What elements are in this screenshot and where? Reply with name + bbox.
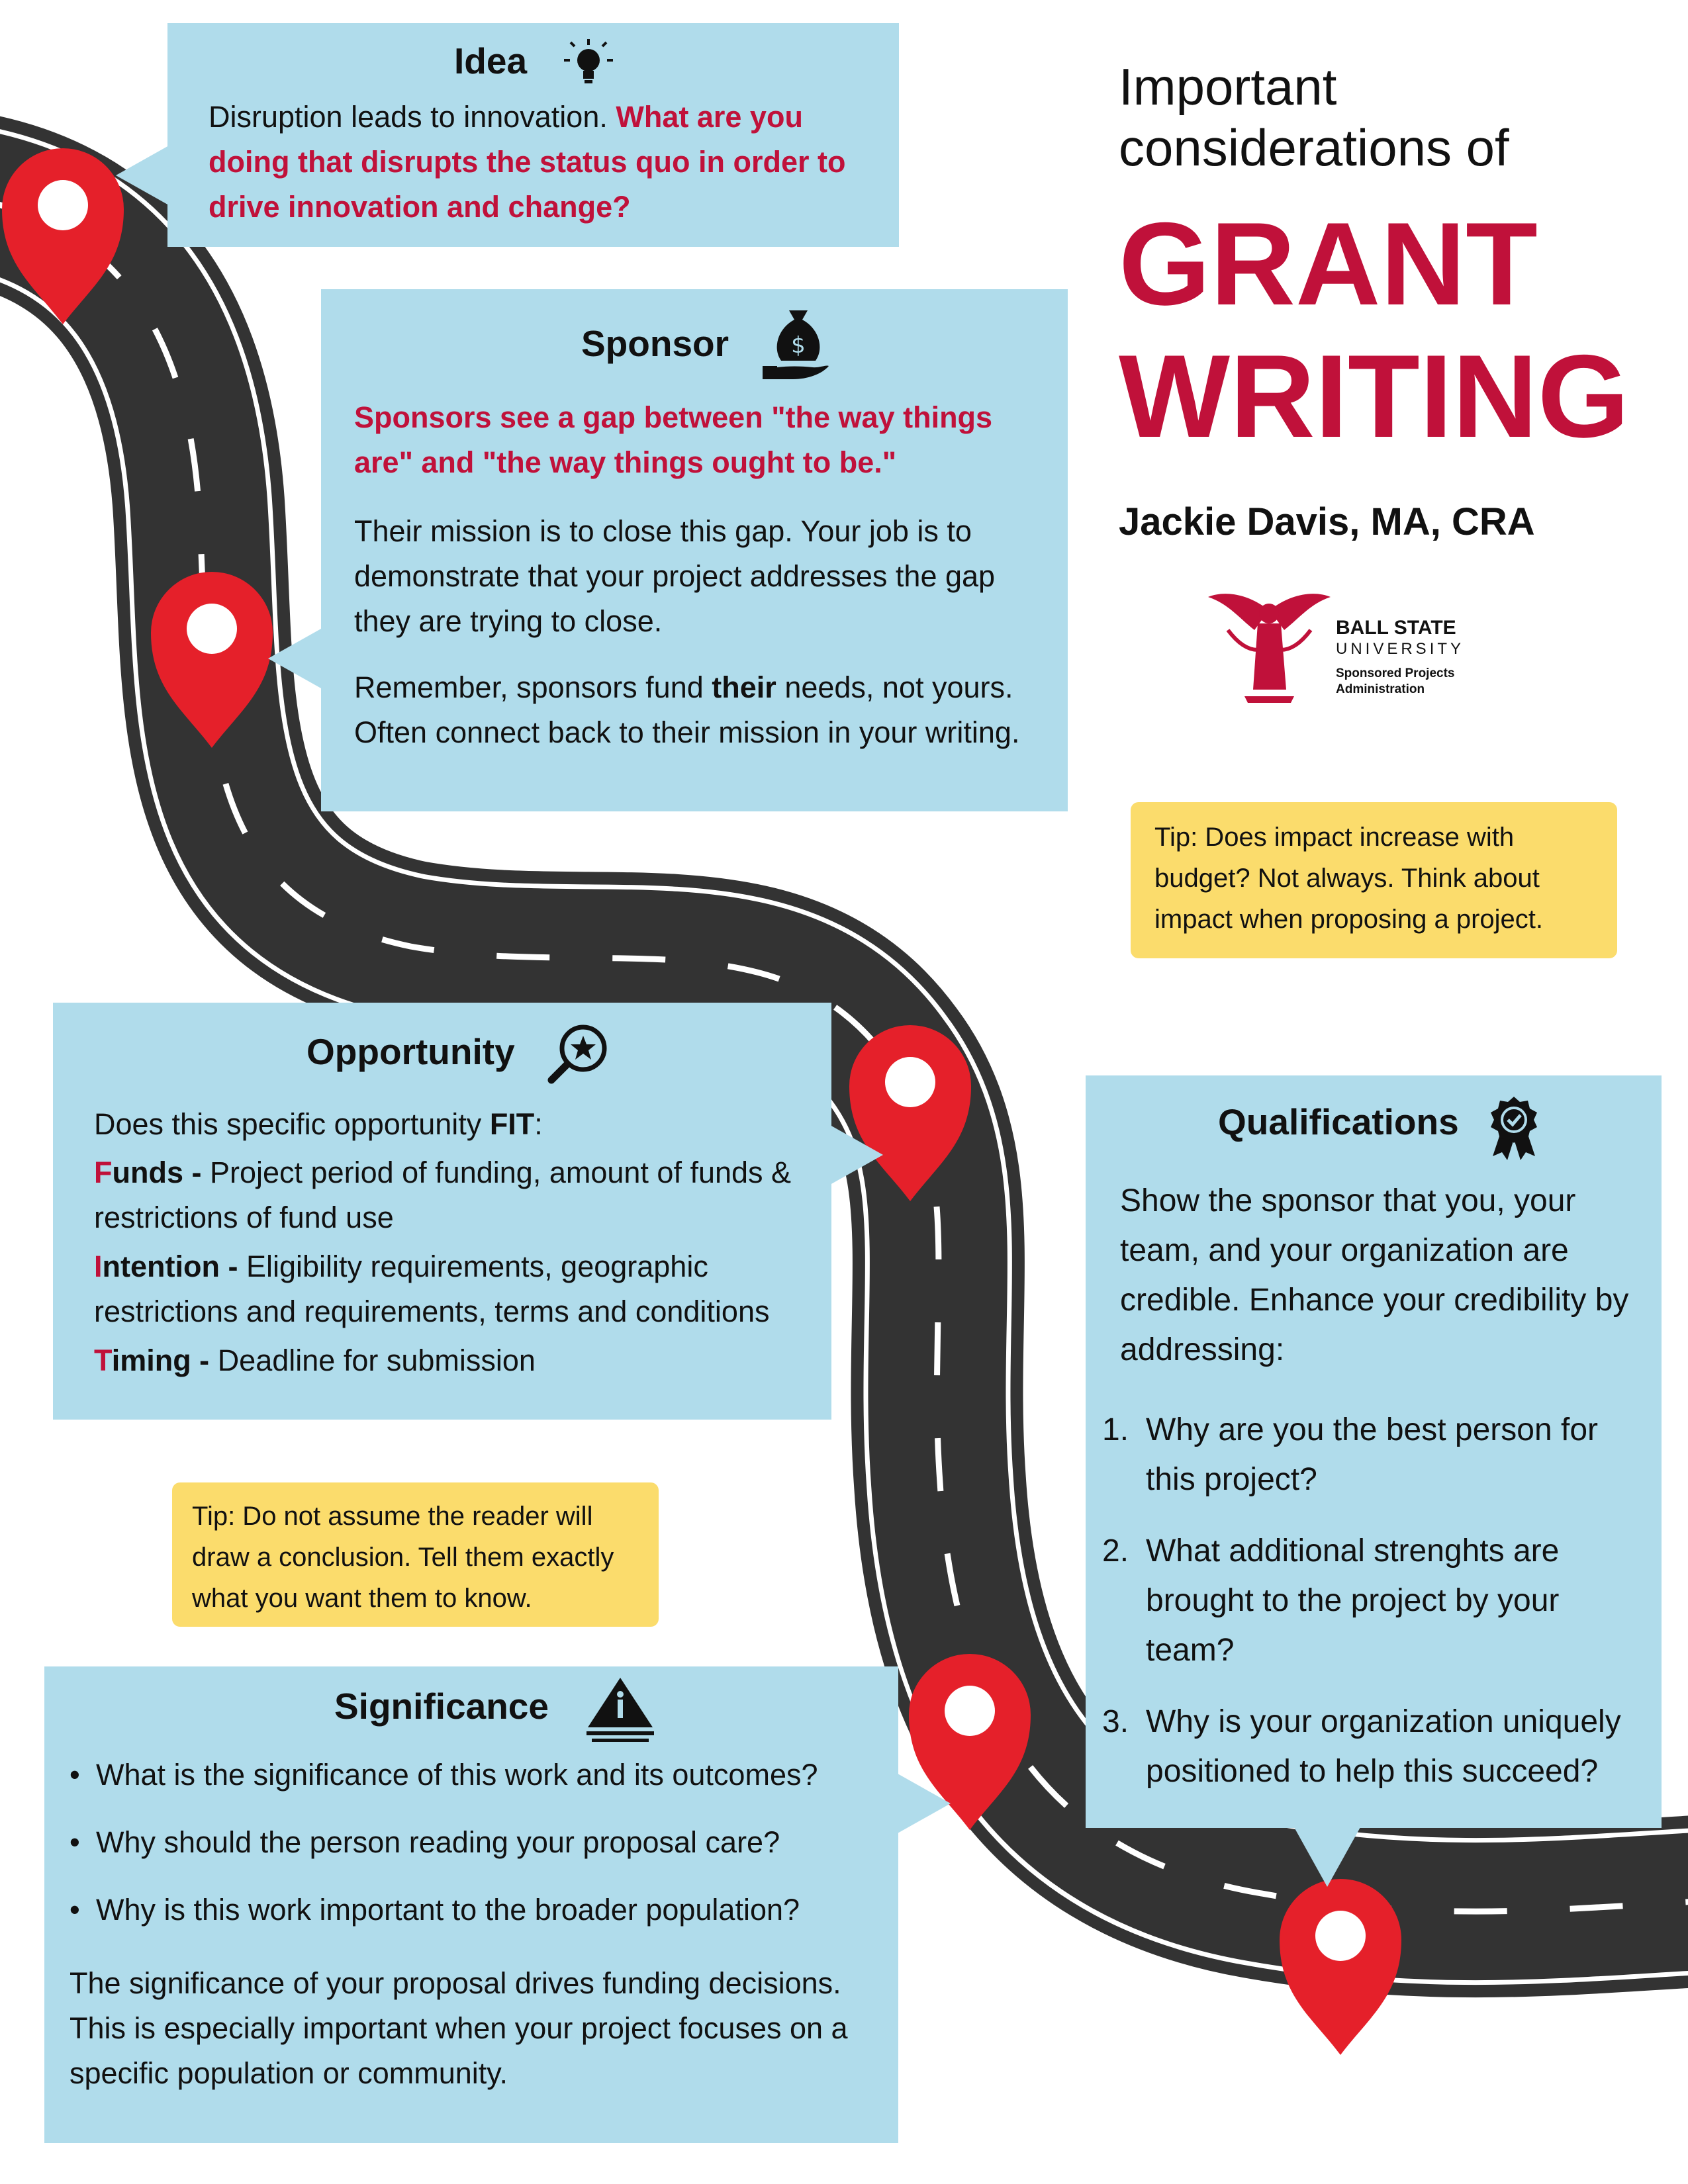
money-bag-hand-icon [761, 302, 831, 382]
idea-text [209, 95, 890, 230]
tip-conclusion-text: Tip: Do not assume the reader will draw a conclusion. Tell them exactly what you want them to know. [192, 1502, 614, 1613]
sponsor-pointer [268, 629, 321, 688]
opportunity-item-timing: Timing - Deadline for submission [94, 1343, 536, 1377]
header [1119, 56, 1662, 549]
tip-impact-text: Tip: Does impact increase with budget? Not always. Think about impact when proposing a project. [1154, 823, 1543, 934]
fit-keyword: FIT [489, 1107, 535, 1141]
award-badge-icon [1486, 1095, 1542, 1161]
significance-bullet: • Why is this work important to the broader population? [70, 1888, 877, 1933]
tip-impact [1131, 802, 1617, 958]
logo-line-3: Sponsored Projects [1336, 666, 1455, 680]
headline-line-1: GRANT [1119, 198, 1538, 330]
title-line-2: considerations of [1119, 118, 1509, 177]
significance-bullet: • Why should the person reading your proposal care? [70, 1820, 877, 1865]
opportunity-card [53, 1003, 831, 1420]
logo-line-2: UNIVERSITY [1336, 640, 1465, 658]
opportunity-intro: Does this specific opportunity FIT: [94, 1107, 543, 1141]
magnifier-star-icon [546, 1019, 612, 1085]
significance-card [44, 1666, 898, 2143]
tip-conclusion [172, 1482, 659, 1627]
title-line-1: Important [1119, 58, 1337, 116]
idea-text-question: What are you doing that disrupts the status quo in order to drive innovation and change? [209, 100, 846, 224]
qualifications-item: 2. What additional strenghts are brought to the project by your team? [1102, 1533, 1560, 1668]
sponsor-paragraph-2: Remember, sponsors fund their needs, not yours. Often connect back to their mission in your writing. [354, 670, 1020, 749]
sponsor-paragraph-1: Their mission is to close this gap. Your job is to demonstrate that your project addresses the gap they are trying to close. [354, 514, 996, 638]
qualifications-card [1086, 1075, 1662, 1828]
sponsor-highlight: Sponsors see a gap between "the way things are" and "the way things ought to be." [354, 400, 993, 479]
qualifications-title: Qualifications [1218, 1101, 1459, 1142]
idea-title: Idea [454, 40, 528, 81]
idea-card [167, 23, 899, 247]
bullet-marker: • [70, 1758, 80, 1792]
svg-text:$: $ [791, 332, 806, 359]
university-logo [1208, 590, 1486, 703]
idea-pointer [116, 146, 169, 205]
headline-line-2: WRITING [1119, 330, 1630, 462]
qualifications-intro: Show the sponsor that you, your team, and your organization are credible. Enhance your credibility by addressing: [1120, 1183, 1629, 1367]
lightbulb-icon [562, 36, 615, 89]
significance-bullets [70, 1752, 877, 1933]
significance-bullet: • What is the significance of this work and its outcomes? [70, 1752, 877, 1797]
qualifications-item: 3. Why is your organization uniquely positioned to help this succeed? [1102, 1704, 1621, 1789]
bullet-marker: • [70, 1893, 80, 1927]
qualifications-item: 1. Why are you the best person for this project? [1102, 1412, 1599, 1497]
author: Jackie Davis, MA, CRA [1119, 500, 1535, 543]
logo-line-1: BALL STATE [1336, 617, 1456, 639]
cardinal-logo-icon [1208, 590, 1331, 703]
sponsor-title: Sponsor [581, 323, 729, 364]
opportunity-pointer [830, 1125, 883, 1185]
sponsor-emphasis: their [712, 670, 776, 704]
map-pin-icon [1280, 1879, 1401, 2055]
significance-title: Significance [334, 1686, 549, 1727]
opportunity-item-intention: Intention - Eligibility requirements, geographic restrictions and requirements, terms and conditions [94, 1250, 770, 1328]
qualifications-pointer [1294, 1827, 1360, 1887]
logo-line-4: Administration [1336, 682, 1425, 696]
sponsor-card [321, 289, 1068, 811]
qualifications-list [1102, 1405, 1652, 1796]
opportunity-item-funds: Funds - Project period of funding, amount of funds & restrictions of fund use [94, 1156, 792, 1234]
opportunity-title: Opportunity [306, 1031, 515, 1072]
idea-text-plain: Disruption leads to innovation. [209, 100, 608, 134]
warning-sign-icon [584, 1674, 657, 1747]
significance-pointer [898, 1774, 951, 1833]
bullet-marker: • [70, 1825, 80, 1859]
significance-closing: The significance of your proposal drives funding decisions. This is especially important when your project focuses on a specific population or community. [70, 1966, 848, 2090]
